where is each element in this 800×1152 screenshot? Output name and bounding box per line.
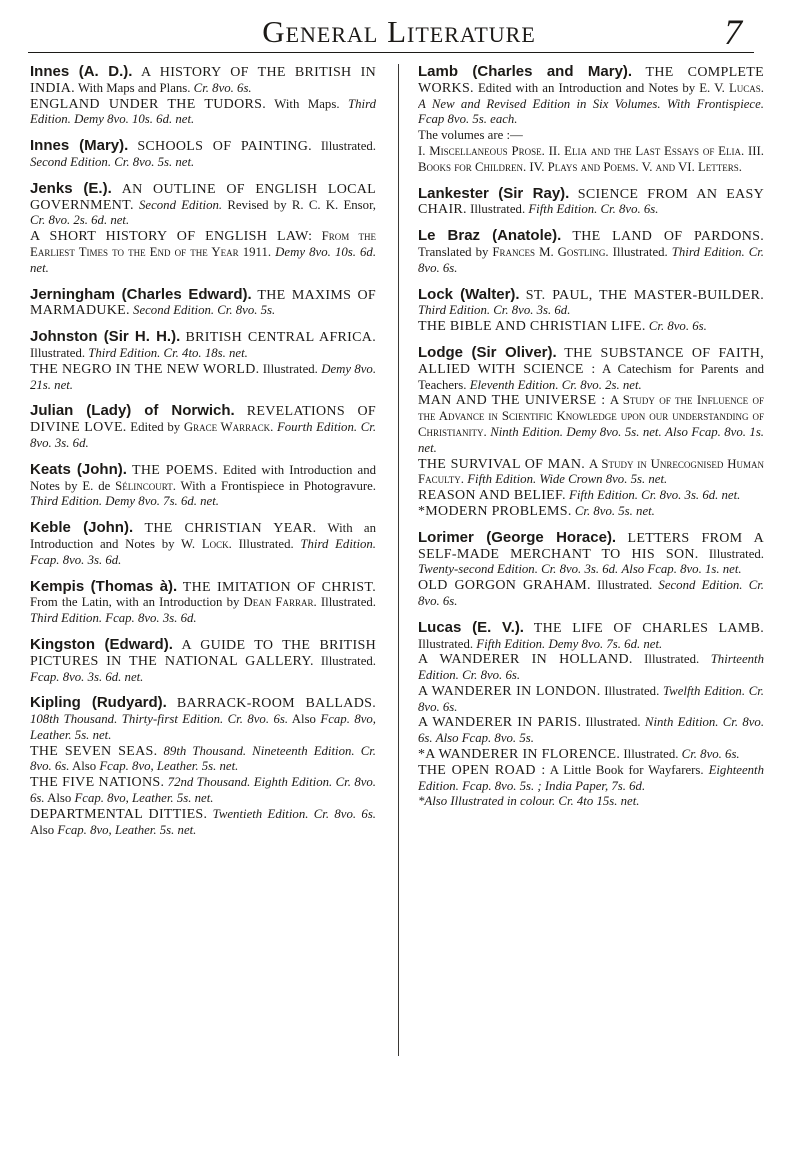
book-description: With an Introduction and Notes by W. bbox=[30, 521, 376, 551]
book-format: Cr. 8vo. bbox=[30, 213, 71, 228]
book-title: THE SUBSTANCE OF FAITH, ALLIED WITH SCIENCE : bbox=[418, 345, 764, 377]
book-title: REVELATIONS OF DIVINE LOVE. bbox=[30, 404, 376, 436]
book-price: 3s. 6d. net. bbox=[684, 488, 741, 503]
book-alt-price: 5s. net. bbox=[74, 727, 112, 742]
book-edition: Thirteenth Edition. Cr. 8vo. bbox=[418, 652, 764, 683]
header-rule bbox=[28, 52, 754, 53]
running-head: General Literature bbox=[262, 14, 536, 49]
book-alt-price: 5s. bbox=[519, 731, 534, 746]
author-name: Kempis (Thomas à). bbox=[30, 577, 178, 595]
book-edition: Third Edition. Cr. 4to. bbox=[88, 345, 202, 360]
book-title: OLD GORGON GRAHAM. bbox=[418, 578, 591, 594]
colour-edition-note: *Also Illustrated in colour. Cr. 4to bbox=[418, 794, 594, 809]
author-name: Jerningham (Charles Edward). bbox=[30, 285, 252, 303]
book-alt-price: 7s. 6d. bbox=[611, 778, 646, 793]
book-title: THE POEMS. bbox=[132, 462, 218, 478]
book-description: With Maps. bbox=[274, 96, 340, 111]
author-name: Lankester (Sir Ray). bbox=[418, 184, 570, 202]
book-edition: Third Edition. Demy 8vo. bbox=[30, 494, 160, 509]
book-description: Illustrated. bbox=[320, 653, 376, 668]
book-alt-format: Fcap. 8vo, Leather. bbox=[30, 712, 376, 742]
entry-lorimer bbox=[418, 530, 764, 610]
book-price: 6s. bbox=[442, 260, 458, 275]
book-format: Fcap. 8vo. bbox=[30, 669, 85, 684]
book-price: 3s. 6d. bbox=[54, 435, 89, 450]
book-price: 6s. bbox=[692, 319, 707, 334]
book-alt-format: Fcap. 8vo, Leather. bbox=[74, 791, 174, 806]
page-number: 7 bbox=[724, 12, 742, 52]
book-alt-format: India Paper, bbox=[544, 778, 609, 793]
book-title: THE SURVIVAL OF MAN. bbox=[418, 456, 586, 472]
entry-jerningham bbox=[30, 287, 376, 320]
book-title: THE NEGRO IN THE NEW WORLD. bbox=[30, 361, 260, 377]
book-price: 21s. net. bbox=[30, 377, 74, 392]
book-edition: Fourth Edition. Cr. 8vo. bbox=[30, 420, 376, 450]
book-title: *MODERN PROBLEMS. bbox=[418, 503, 572, 519]
book-price: 3s. 6d. bbox=[162, 611, 197, 626]
book-edition: Twelfth Edition. Cr. 8vo. bbox=[418, 683, 764, 714]
book-price: 5s. net. bbox=[157, 154, 195, 169]
book-price: 3s. 6d. bbox=[87, 552, 122, 567]
book-price: 6s. bbox=[237, 80, 252, 95]
book-price: 5s. net. bbox=[618, 503, 655, 518]
book-price: 3s. 6d. net. bbox=[87, 669, 144, 684]
author-name: Keats (John). bbox=[30, 460, 127, 478]
book-alt-format: Fcap. 8vo, Leather. bbox=[99, 759, 199, 774]
book-price: 3s. 6d. bbox=[536, 303, 571, 318]
book-title: A HISTORY OF THE BRITISH IN INDIA. bbox=[30, 65, 376, 96]
book-price: 5s. net. bbox=[624, 424, 662, 439]
book-edition: Third Edition. Demy 8vo. bbox=[30, 96, 376, 127]
author-name: Keble (John). bbox=[30, 519, 134, 537]
author-name: Le Braz (Anatole). bbox=[418, 227, 562, 245]
entry-keble bbox=[30, 520, 376, 568]
book-description: Illustrated. bbox=[585, 715, 641, 730]
entry-keats bbox=[30, 462, 376, 510]
book-price: 5s. each. bbox=[472, 112, 518, 127]
book-title: THE FIVE NATIONS. bbox=[30, 775, 165, 791]
book-editor: Frances M. Gostling. bbox=[492, 244, 609, 259]
book-price: 6s. bbox=[725, 747, 740, 762]
book-edition: Ninth Edition. Demy 8vo. bbox=[490, 424, 622, 439]
right-column bbox=[418, 64, 764, 1144]
book-edition: Fifth Edition. Cr. 8vo. bbox=[569, 488, 682, 503]
book-subtitle: A Study in Unrecognised Human Faculty. bbox=[418, 456, 764, 487]
book-edition: Eighteenth Edition. Fcap. 8vo. bbox=[418, 762, 764, 793]
author-name: Lamb (Charles and Mary). bbox=[418, 64, 633, 80]
book-price: 6s. bbox=[273, 712, 289, 727]
book-edition: Twentieth Edition. Cr. 8vo. bbox=[212, 806, 357, 821]
author-name: Lorimer (George Horace). bbox=[418, 528, 617, 546]
book-editor: Dean Farrar. bbox=[243, 595, 317, 610]
book-edition: Ninth Edition. Cr. 8vo. bbox=[644, 715, 764, 730]
book-edition: Fifth Edition. Wide Crown 8vo. bbox=[467, 472, 628, 487]
book-alt-format: Also Fcap. 8vo. bbox=[435, 731, 517, 746]
entry-jenks bbox=[30, 181, 376, 277]
book-description: Illustrated. bbox=[320, 139, 376, 154]
book-title: ENGLAND UNDER THE TUDORS. bbox=[30, 96, 267, 112]
book-alt-format: Fcap. 8vo, Leather. bbox=[57, 822, 157, 837]
book-price: 3s. 6d. bbox=[584, 562, 619, 577]
book-title: DEPARTMENTAL DITTIES. bbox=[30, 806, 208, 822]
book-description: Edited with an Introduction and Notes by E. V. bbox=[477, 80, 725, 95]
book-title: AN OUTLINE OF ENGLISH LOCAL GOVERNMENT. bbox=[30, 181, 376, 213]
column-divider bbox=[398, 64, 399, 1056]
entry-kipling bbox=[30, 695, 376, 838]
book-alt-price: 5s. net. bbox=[176, 791, 214, 806]
entry-lebraz bbox=[418, 228, 764, 276]
book-edition: Third Edition. Fcap. 8vo. bbox=[30, 536, 376, 567]
book-edition: Third Edition. Cr. 8vo. bbox=[418, 244, 764, 275]
book-description: Illustrated. bbox=[644, 652, 700, 667]
author-name: Lock (Walter). bbox=[418, 285, 520, 303]
book-price: 10s. 6d. net. bbox=[132, 112, 195, 127]
book-title: THE CHRISTIAN YEAR. bbox=[144, 521, 317, 537]
book-title: THE BIBLE AND CHRISTIAN LIFE. bbox=[418, 319, 646, 335]
book-title: SCIENCE FROM AN EASY CHAIR. bbox=[418, 186, 764, 218]
entry-lankester bbox=[418, 186, 764, 219]
book-title: ST. PAUL, THE MASTER-BUILDER. bbox=[525, 287, 764, 303]
author-name: Lucas (E. V.). bbox=[418, 618, 524, 636]
book-format: Cr. 8vo. bbox=[648, 319, 690, 334]
colour-edition-price: 15s. net. bbox=[596, 794, 640, 809]
book-alt-format: Also Fcap. 8vo. bbox=[665, 424, 746, 439]
volumes-intro: The volumes are :— bbox=[418, 128, 523, 143]
book-edition: Second Edition. Cr. 8vo. bbox=[133, 303, 258, 318]
book-title: THE MAXIMS OF MARMADUKE. bbox=[30, 287, 376, 319]
book-format: Cr. 8vo. bbox=[681, 747, 722, 762]
book-title: MAN AND THE UNIVERSE : bbox=[418, 393, 606, 409]
entry-kempis bbox=[30, 579, 376, 627]
book-title: A SHORT HISTORY OF ENGLISH LAW: bbox=[30, 229, 313, 245]
book-description: Illustrated. bbox=[597, 578, 653, 593]
book-editor: Lucas. bbox=[728, 80, 764, 95]
book-edition: Fifth Edition. Cr. 8vo. bbox=[528, 202, 641, 217]
also-label: Also bbox=[71, 759, 97, 774]
book-price: 5s. net. bbox=[630, 472, 668, 487]
book-edition: Second Edition. Cr. 8vo. bbox=[30, 154, 155, 169]
book-alt-price: 1s. net. bbox=[704, 562, 742, 577]
book-edition: Eleventh Edition. Cr. 8vo. bbox=[469, 377, 602, 392]
entry-lock bbox=[418, 287, 764, 335]
book-price: 7s. 6d. net. bbox=[163, 494, 219, 509]
book-edition: Second Edition. bbox=[139, 197, 223, 212]
book-price: 7s. 6d. net. bbox=[606, 636, 663, 651]
book-description: Illustrated. bbox=[623, 747, 679, 762]
book-edition: Twenty-second Edition. Cr. 8vo. bbox=[418, 562, 582, 577]
book-price: 6s. bbox=[505, 668, 521, 683]
book-edition: 89th Thousand. Nineteenth Edition. Cr. 8vo. bbox=[30, 743, 376, 774]
book-price: 6s. bbox=[643, 202, 659, 217]
author-name: Lodge (Sir Oliver). bbox=[418, 343, 557, 361]
book-description: Illustrated. bbox=[320, 595, 376, 610]
book-title: SCHOOLS OF PAINTING. bbox=[137, 139, 312, 155]
book-description: Illustrated. bbox=[30, 345, 86, 360]
book-format: Cr. 8vo. bbox=[574, 503, 616, 518]
book-title: A WANDERER IN PARIS. bbox=[418, 715, 582, 731]
book-description: Illustrated. bbox=[612, 244, 668, 259]
book-title: THE OPEN ROAD : bbox=[418, 762, 546, 778]
book-title: LETTERS FROM A SELF-MADE MERCHANT TO HIS SON. bbox=[418, 530, 764, 562]
book-description: Illustrated. bbox=[604, 683, 660, 698]
volumes-list: I. Miscellaneous Prose. II. Elia and the Last Essays of Elia. III. Books for Children. IV. Plays and Poems. V. and VI. Letters. bbox=[418, 143, 764, 174]
book-description: From the Latin, with an Introduction by bbox=[30, 595, 240, 610]
book-format: Cr. 8vo. bbox=[193, 80, 234, 95]
book-edition: A New and Revised Edition in Six Volumes. With Frontispiece. Fcap 8vo. bbox=[418, 96, 764, 127]
book-format: Demy 8vo. bbox=[321, 361, 376, 376]
also-label: Also bbox=[30, 822, 55, 837]
entry-lucas bbox=[418, 620, 764, 811]
book-description: Illustrated. bbox=[708, 546, 764, 561]
book-price: 10s. 6d. net. bbox=[30, 244, 376, 275]
book-price: 6s. bbox=[361, 806, 376, 821]
book-price: 5s. bbox=[260, 303, 276, 318]
book-price: 2s. 6d. net. bbox=[73, 213, 130, 228]
left-column bbox=[30, 64, 376, 1144]
book-description: Translated by bbox=[418, 244, 489, 259]
author-name: Innes (Mary). bbox=[30, 137, 129, 155]
entry-johnston bbox=[30, 329, 376, 393]
book-edition: 72nd Thousand. Eighth Edition. Cr. 8vo. bbox=[167, 775, 376, 790]
book-price: 18s. net. bbox=[204, 345, 248, 360]
also-label: Also bbox=[47, 791, 72, 806]
also-label: Also bbox=[291, 712, 316, 727]
book-description: Illustrated. bbox=[418, 636, 474, 651]
entry-kingston bbox=[30, 637, 376, 685]
entry-innes-a bbox=[30, 64, 376, 128]
book-description: Illustrated. bbox=[262, 361, 318, 376]
book-title: THE COMPLETE WORKS. bbox=[418, 65, 764, 96]
book-description: Revised by R. C. K. Ensor, bbox=[227, 197, 376, 212]
book-edition: Third Edition. Fcap. 8vo. bbox=[30, 611, 160, 626]
book-price: 6s. bbox=[54, 759, 70, 774]
book-alt-price: 5s. net. bbox=[159, 822, 197, 837]
author-name: Innes (A. D.). bbox=[30, 64, 133, 80]
book-title: THE LIFE OF CHARLES LAMB. bbox=[533, 620, 764, 636]
book-alt-format: Also Fcap. 8vo. bbox=[621, 562, 702, 577]
book-edition: Third Edition. Cr. 8vo. bbox=[418, 303, 534, 318]
book-description: Edited with Introduction and Notes by E. de bbox=[30, 462, 376, 493]
book-editor: Lock. bbox=[201, 536, 232, 551]
author-name: Johnston (Sir H. H.). bbox=[30, 328, 181, 346]
book-description: With Maps and Plans. bbox=[77, 80, 191, 95]
book-title: *A WANDERER IN FLORENCE. bbox=[418, 747, 621, 763]
book-alt-price: 1s. net. bbox=[418, 424, 764, 455]
book-title: A WANDERER IN HOLLAND. bbox=[418, 652, 633, 668]
entry-lamb bbox=[418, 64, 764, 176]
book-title: A WANDERER IN LONDON. bbox=[418, 683, 601, 699]
book-edition: Fifth Edition. Demy 8vo. bbox=[476, 636, 604, 651]
book-price: 6s. bbox=[442, 593, 458, 608]
book-description: Illustrated. bbox=[238, 536, 294, 551]
entry-lodge bbox=[418, 345, 764, 520]
book-edition: 108th Thousand. Thirty-first Edition. Cr. 8vo. bbox=[30, 712, 270, 727]
book-title: THE IMITATION OF CHRIST. bbox=[182, 579, 376, 595]
author-name: Kipling (Rudyard). bbox=[30, 694, 167, 712]
book-title: THE LAND OF PARDONS. bbox=[572, 229, 764, 245]
book-title: BRITISH CENTRAL AFRICA. bbox=[185, 330, 376, 346]
book-editor: Grace Warrack. bbox=[183, 420, 274, 435]
author-name: Jenks (E.). bbox=[30, 179, 112, 197]
book-price: 6s. bbox=[418, 731, 433, 746]
book-price: 6s. bbox=[30, 791, 45, 806]
author-name: Kingston (Edward). bbox=[30, 635, 173, 653]
book-subtitle: A Study of the Influence of the Advance in Scientific Knowledge upon our understanding of Christianity. bbox=[418, 393, 764, 439]
book-format: Demy 8vo. bbox=[275, 244, 331, 259]
page-header bbox=[56, 12, 742, 56]
book-description: A Catechism for Parents and Teachers. bbox=[418, 361, 764, 392]
book-alt-price: 5s. net. bbox=[201, 759, 239, 774]
book-description: Illustrated. bbox=[470, 202, 526, 217]
book-price: 5s. ; bbox=[519, 778, 542, 793]
entry-innes-m bbox=[30, 138, 376, 171]
book-price: 2s. net. bbox=[605, 377, 642, 392]
book-title: REASON AND BELIEF. bbox=[418, 488, 566, 504]
book-title: THE SEVEN SEAS. bbox=[30, 743, 158, 759]
book-edition: Second Edition. Cr. 8vo. bbox=[418, 578, 764, 608]
book-price: 6s. bbox=[442, 699, 458, 714]
book-description: Edited by bbox=[130, 420, 181, 435]
book-description: With a Frontispiece in Photogravure. bbox=[180, 478, 376, 493]
author-name: Julian (Lady) of Norwich. bbox=[30, 402, 235, 420]
book-description: A Little Book for Wayfarers. bbox=[549, 762, 704, 777]
book-subtitle: From the Earliest Times to the End of the Year 1911. bbox=[30, 229, 376, 259]
book-title: BARRACK-ROOM BALLADS. bbox=[176, 696, 376, 712]
book-editor: Sélincourt. bbox=[115, 478, 176, 493]
entry-julian bbox=[30, 403, 376, 451]
book-title: A GUIDE TO THE BRITISH PICTURES IN THE NATIONAL GALLERY. bbox=[30, 637, 376, 669]
